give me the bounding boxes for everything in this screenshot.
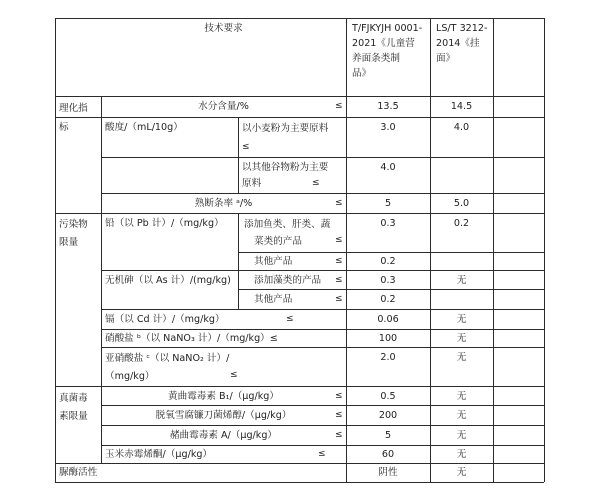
rule: [544, 18, 545, 482]
breakage-value-1: 5: [384, 198, 392, 209]
rule: [55, 96, 544, 97]
cadmium-le: ≤: [286, 314, 294, 324]
breakage-label: 熟断条率 ᵃ/%: [194, 198, 253, 209]
acidity-other-line: 以其他谷物粉为主要: [242, 162, 329, 173]
nitrite-value-1: 2.0: [380, 352, 396, 363]
rule: [101, 425, 544, 426]
section-label-line: 真菌毒: [59, 393, 88, 404]
lead-a-le: ≤: [335, 235, 343, 245]
arsenic-algae: 添加藻类的产品: [254, 275, 322, 286]
ochratoxin-label: 赭曲霉毒素 A/（μg/kg）: [169, 430, 278, 441]
zearalenone-le: ≤: [318, 449, 326, 459]
header-standard-1-line: T/FJKYJH 0001-: [352, 23, 423, 34]
lead-a-value-2: 0.2: [453, 218, 470, 229]
breakage-value-2: 5.0: [453, 198, 470, 209]
ochratoxin-le: ≤: [335, 430, 343, 440]
section-label-line: 污染物: [59, 219, 88, 230]
header-standard-2: [436, 21, 487, 66]
lead-other: 其他产品: [254, 256, 293, 267]
header-standard-1-line: 养面条类制: [352, 53, 400, 64]
zearalenone-value-1: 60: [381, 449, 395, 460]
don-le: ≤: [335, 410, 343, 420]
rule: [101, 445, 544, 446]
header-standard-1: [352, 21, 422, 81]
lead-sub-line: 菜类的产品: [254, 236, 302, 247]
arsenic-a-value-1: 0.3: [380, 275, 396, 286]
rule: [55, 386, 544, 387]
nitrite-label: [105, 350, 229, 386]
rule: [101, 193, 544, 194]
rule: [238, 252, 544, 253]
rule: [55, 117, 544, 118]
don-value-2: 无: [456, 410, 467, 421]
nitrite-label-line: 亚硝酸盐 ᶜ（以 NaNO₂ 计）/: [105, 353, 230, 364]
section-label-line: 限量: [59, 237, 79, 248]
lead-label: 铅（以 Pb 计）/（mg/kg）: [105, 218, 224, 229]
ochratoxin-value-2: 无: [456, 430, 467, 441]
moisture-le: ≤: [335, 101, 343, 111]
nitrate-value-2: 无: [456, 333, 467, 344]
don-value-1: 200: [378, 410, 398, 421]
lead-a-value-1: 0.3: [380, 218, 396, 229]
aflatoxin-label: 黄曲霉毒素 B₁/（μg/kg）: [168, 391, 279, 402]
acidity-other-value-1: 4.0: [380, 162, 396, 173]
rule: [55, 18, 544, 19]
acidity-wheat-value-2: 4.0: [453, 122, 470, 133]
rule: [238, 117, 239, 193]
arsenic-a-le: ≤: [335, 275, 343, 285]
rule: [101, 270, 544, 271]
cadmium-label: 镉（以 Cd 计）/（mg/kg）: [105, 314, 225, 325]
lead-fish-liver-veg: [244, 216, 330, 250]
rule: [101, 309, 544, 310]
header-standard-2-line: 面》: [436, 53, 456, 64]
rule: [493, 18, 494, 482]
lead-b-le: ≤: [335, 256, 343, 266]
ochratoxin-value-1: 5: [384, 430, 392, 441]
nitrite-value-2: 无: [456, 352, 467, 363]
section-label-line: 理化指: [59, 103, 88, 114]
nitrite-le: ≤: [230, 370, 238, 380]
urease-label: 脲酶活性: [59, 467, 98, 478]
breakage-le: ≤: [335, 198, 343, 208]
acidity-wheat: [242, 120, 328, 156]
acidity-wheat-line: 以小麦粉为主要原料: [242, 123, 329, 134]
arsenic-other: 其他产品: [254, 294, 293, 305]
rule: [101, 157, 544, 158]
arsenic-label: 无机砷（以 As 计）/(mg/kg): [105, 275, 231, 286]
header-standard-2-line: LS/T 3212-: [436, 23, 488, 34]
rule: [55, 482, 544, 483]
rule: [55, 18, 56, 482]
rule: [238, 213, 239, 309]
aflatoxin-value-1: 0.5: [380, 391, 396, 402]
header-standard-1-line: 品》: [352, 68, 372, 79]
acidity-other-line: 原料: [242, 178, 262, 189]
aflatoxin-value-2: 无: [456, 391, 467, 402]
lead-b-value-1: 0.2: [380, 256, 396, 267]
acidity-wheat-value-1: 3.0: [380, 122, 396, 133]
nitrate-value-1: 100: [378, 333, 398, 344]
urease-value-1: 阴性: [378, 467, 398, 478]
acidity-label: 酸度/（mL/10g）: [105, 122, 183, 133]
rule: [55, 213, 544, 214]
aflatoxin-le: ≤: [335, 391, 343, 401]
rule: [238, 289, 544, 290]
cadmium-value-2: 无: [456, 314, 467, 325]
moisture-value-2: 14.5: [450, 101, 473, 112]
arsenic-b-le: ≤: [335, 294, 343, 304]
zearalenone-value-2: 无: [456, 449, 467, 460]
header-standard-2-line: 2014《挂: [436, 38, 480, 49]
section-label-line: 素限量: [59, 411, 88, 422]
cadmium-value-1: 0.06: [377, 314, 399, 325]
header-standard-1-line: 2021《儿童营: [352, 38, 415, 49]
arsenic-b-value-1: 0.2: [380, 294, 396, 305]
rule: [101, 347, 544, 348]
arsenic-a-value-2: 无: [456, 275, 467, 286]
moisture-value-1: 13.5: [377, 101, 399, 112]
don-label: 脱氧雪腐镰刀菌烯醇/（μg/kg）: [155, 410, 292, 421]
zearalenone-label: 玉米赤霉烯酮/（μg/kg）: [105, 449, 213, 460]
rule: [101, 405, 544, 406]
rule: [101, 329, 544, 330]
lead-sub-line: 添加鱼类、肝类、蔬: [244, 219, 331, 230]
acidity-other-le: ≤: [312, 178, 320, 188]
section-physicochemical: [59, 99, 88, 137]
section-contaminant: [59, 216, 88, 252]
urease-value-2: 无: [456, 467, 467, 478]
section-mycotoxin: [59, 390, 88, 426]
section-label-line: 标: [59, 122, 69, 133]
header-requirements: 技术要求: [204, 23, 243, 34]
moisture-label: 水分含量/%: [198, 101, 249, 112]
nitrite-label-line: （mg/kg）: [105, 371, 155, 382]
rule: [55, 463, 544, 464]
acidity-wheat-le: ≤: [242, 142, 250, 152]
nitrate-label: 硝酸盐 ᵇ（以 NaNO₃ 计）/（mg/kg）≤: [105, 333, 278, 344]
